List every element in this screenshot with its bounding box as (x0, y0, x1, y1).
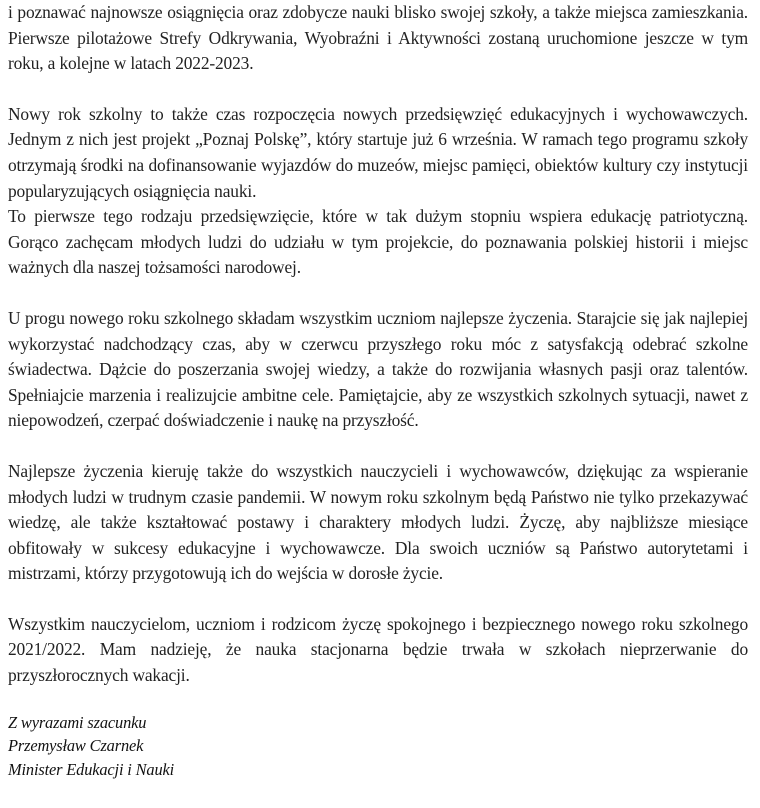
signature-title: Minister Edukacji i Nauki (8, 759, 175, 779)
paragraph-5: Najlepsze życzenia kieruję także do wszystkich nauczycieli i wychowawców, dziękując za wspieranie młodych ludzi w trudnym czasie pandemii. W nowym roku szkolnym będą Państwo nie tylko przekazywać wiedzę, ale także kształtować postawy i charaktery młodych ludzi. Życzę, aby najbliższe miesiące obfitowały w sukcesy edukacyjne i wychowawcze. Dla swoich uczniów są Państwo autorytetami i mistrzami, którzy przygotowują ich do wejścia w dorosłe życie. (8, 460, 748, 584)
paragraph-gap (8, 587, 748, 612)
signature-name: Przemysław Czarnek (8, 736, 144, 756)
paragraph-2: Nowy rok szkolny to także czas rozpoczęcia nowych przedsięwzięć edukacyjnych i wychowawczych. Jednym z nich jest projekt „Poznaj Polskę”, który startuje już 6 września. W ramach tego programu szkoły otrzymają środki na dofinansowanie wyjazdów do muzeów, miejsc pamięci, obiektów kultury czy instytucji popularyzujących osiągnięcia nauki. (8, 103, 748, 201)
paragraph-gap (8, 281, 748, 306)
signature-block (8, 711, 748, 782)
paragraph-6: Wszystkim nauczycielom, uczniom i rodzicom życzę spokojnego i bezpiecznego nowego roku szkolnego 2021/2022. Mam nadzieję, że nauka stacjonarna będzie trwała w szkołach nieprzerwanie do przyszłorocznych wakacji. (8, 613, 748, 686)
paragraph-3: To pierwsze tego rodzaju przedsięwzięcie, które w tak dużym stopniu wspiera edukację patriotyczną. Gorąco zachęcam młodych ludzi do udziału w tym projekcie, do poznawania polskiej historii i miejsc ważnych dla naszej tożsamości narodowej. (8, 206, 748, 278)
paragraph-4: U progu nowego roku szkolnego składam wszystkim uczniom najlepsze życzenia. Starajcie się jak najlepiej wykorzystać nadchodzący czas, aby w czerwcu przyszłego roku móc z satysfakcją odebrać szkolne świadectwa. Dążcie do poszerzania swojej wiedzy, a także do rozwijania własnych pasji oraz talentów. Spełniajcie marzenia i realizujcie ambitne cele. Pamiętajcie, aby ze wszystkich szkolnych sytuacji, nawet z niepowodzeń, czerpać doświadczenie i naukę na przyszłość. (8, 307, 748, 431)
paragraph-1: i poznawać najnowsze osiągnięcia oraz zdobycze nauki blisko swojej szkoły, a także miejsca zamieszkania. Pierwsze pilotażowe Strefy Odkrywania, Wyobraźni i Aktywności zostaną uruchomione jeszcze w tym roku, a kolejne w latach 2022-2023. (8, 2, 748, 74)
paragraph-gap (8, 434, 748, 459)
signature-closing: Z wyrazami szacunku (8, 712, 147, 732)
paragraph-gap (8, 77, 748, 102)
letter-page (8, 0, 748, 781)
